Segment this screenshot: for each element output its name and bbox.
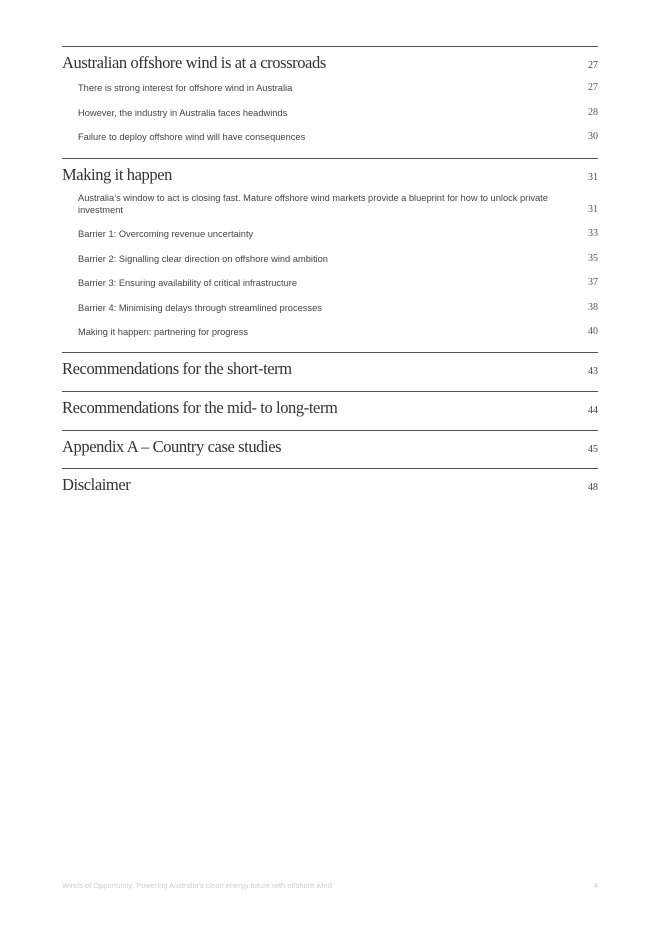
toc-section	[62, 158, 598, 352]
toc-subitem[interactable]	[78, 78, 598, 94]
toc-section-title: Making it happen	[62, 165, 172, 184]
toc-subitems	[62, 78, 598, 158]
toc-section-heading[interactable]	[62, 469, 598, 500]
toc-section-heading[interactable]	[62, 431, 598, 462]
toc-subitem-label: However, the industry in Australia faces headwinds	[78, 108, 288, 118]
toc-subitem-page: 28	[588, 107, 598, 118]
toc-subitem[interactable]	[78, 249, 598, 265]
toc-section-heading[interactable]	[62, 353, 598, 384]
toc-section-page: 45	[588, 444, 598, 455]
toc-subitem-label: There is strong interest for offshore wind in Australia	[78, 83, 293, 93]
toc-subitem[interactable]	[78, 103, 598, 119]
toc-subitem[interactable]	[78, 224, 598, 240]
toc-section	[62, 46, 598, 158]
toc-subitem-page: 37	[588, 277, 598, 288]
footer-text: Winds of Opportunity: Powering Australia’s clean energy future with offshore wind	[62, 881, 332, 890]
toc-section-title: Recommendations for the short-term	[62, 359, 292, 378]
page-footer	[62, 881, 598, 890]
toc-subitem-page: 38	[588, 302, 598, 313]
toc-section-title: Appendix A – Country case studies	[62, 437, 282, 456]
table-of-contents	[62, 46, 598, 500]
toc-subitem-label: Barrier 4: Minimising delays through streamlined processes	[78, 303, 322, 313]
toc-subitem-label: Making it happen: partnering for progress	[78, 327, 249, 337]
toc-subitem[interactable]	[78, 190, 598, 216]
toc-section-title: Recommendations for the mid- to long-term	[62, 398, 338, 417]
toc-subitem-label: Barrier 3: Ensuring availability of critical infrastructure	[78, 278, 298, 288]
toc-subitem[interactable]	[78, 298, 598, 314]
toc-subitem-label: Barrier 2: Signalling clear direction on offshore wind ambition	[78, 254, 328, 264]
toc-subitem-page: 40	[588, 326, 598, 337]
toc-subitem[interactable]	[78, 127, 598, 143]
toc-subitem-label: Australia’s window to act is closing fast. Mature offshore wind markets provide a blueprint for how to unlock private investment	[78, 193, 548, 215]
toc-subitem-page: 30	[588, 131, 598, 142]
toc-subitems	[62, 190, 598, 352]
toc-subitem-page: 35	[588, 253, 598, 264]
toc-section-heading[interactable]	[62, 392, 598, 423]
toc-section	[62, 468, 598, 500]
toc-subitem-label: Barrier 1: Overcoming revenue uncertainty	[78, 229, 254, 239]
toc-section-page: 31	[588, 172, 598, 183]
toc-section-title: Disclaimer	[62, 475, 131, 494]
toc-section	[62, 391, 598, 430]
toc-subitem[interactable]	[78, 322, 598, 338]
footer-page-number: 4	[593, 881, 598, 890]
toc-subitem-page: 31	[588, 204, 598, 215]
toc-subitem[interactable]	[78, 273, 598, 289]
toc-section-page: 48	[588, 482, 598, 493]
toc-subitem-page: 27	[588, 82, 598, 93]
toc-section-heading[interactable]	[62, 159, 598, 190]
toc-section-title: Australian offshore wind is at a crossroads	[62, 53, 326, 72]
toc-section-page: 44	[588, 405, 598, 416]
toc-subitem-page: 33	[588, 228, 598, 239]
toc-section-heading[interactable]	[62, 47, 598, 78]
toc-subitem-label: Failure to deploy offshore wind will have consequences	[78, 132, 306, 142]
toc-section	[62, 352, 598, 391]
toc-section-page: 43	[588, 366, 598, 377]
toc-section-page: 27	[588, 60, 598, 71]
toc-section	[62, 430, 598, 468]
